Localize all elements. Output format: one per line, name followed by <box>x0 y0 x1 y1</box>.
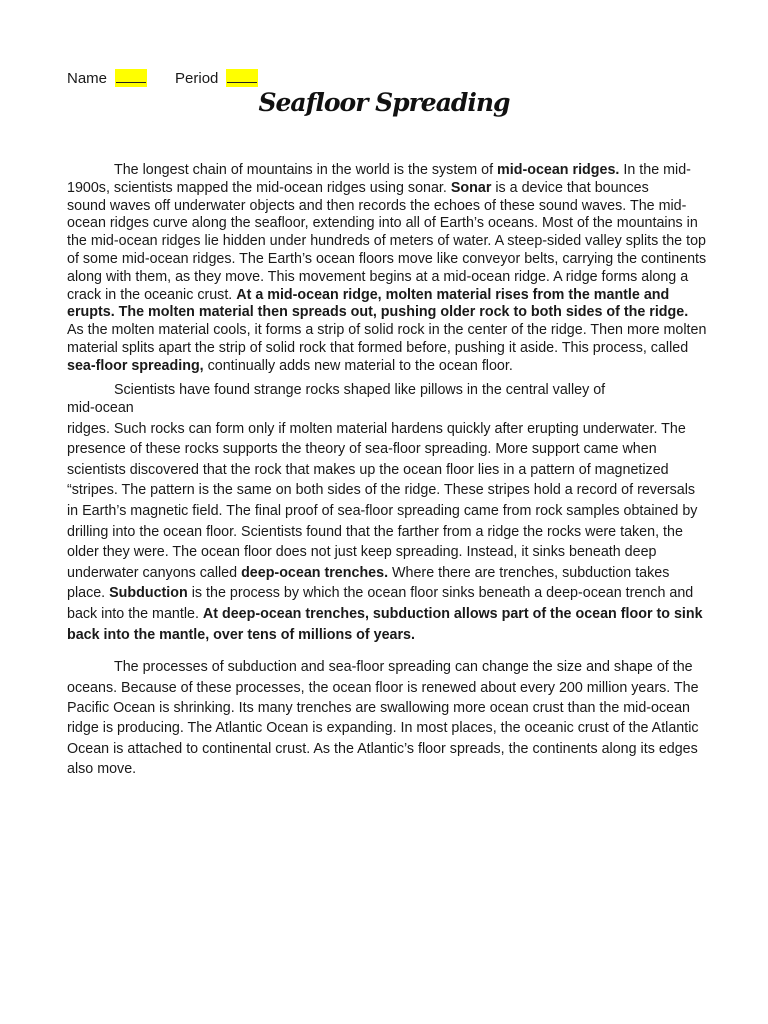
article-body <box>67 162 707 780</box>
period-blank-field[interactable] <box>226 69 258 87</box>
paragraph-2 <box>67 419 707 646</box>
name-label: Name <box>67 69 108 87</box>
p1-text-5: continually adds new material to the ocean floor. <box>203 357 513 374</box>
p1-bold-1: mid-ocean ridges. <box>497 162 620 178</box>
p2-text-3: Where there are trenches, subduction takes place. <box>67 564 670 602</box>
period-label: Period <box>175 69 219 87</box>
p2-text-1b: mid-ocean <box>67 399 134 416</box>
p2-text-2: ridges. Such rocks can form only if molten material hardens quickly after erupting underwater. The presence of these rocks supports the theory of sea-floor spreading. More support came when scientists discovered that the rock that makes up the ocean floor lies in a pattern of magnetized “stripes. The pattern is the same on both sides of the ridge. These stripes hold a record of reversals in Earth’s magnetic field. The final proof of sea-floor spreading came from rock samples obtained by drilling into the ocean floor. Scientists found that the farther from a ridge the rocks were taken, the older they were. The ocean floor does not just keep spreading. Instead, it sinks beneath deep underwater canyons called <box>67 420 698 581</box>
p2-bold-1: deep-ocean trenches. <box>241 564 389 581</box>
paragraph-3 <box>67 657 707 779</box>
p2-text-4: is the process by which the ocean floor sinks beneath a deep-ocean trench and back into the mantle. <box>67 585 694 622</box>
p1-bold-3: At a mid-ocean ridge, molten material rises from the mantle and erupts. The molten material then spreads out, pushing older rock to both sides of the ridge. <box>67 286 689 321</box>
name-blank-field[interactable] <box>115 69 147 87</box>
p1-text-3a: is a device that bounces <box>491 179 649 196</box>
p1-text-4: As the molten material cools, it forms a strip of solid rock in the center of the ridge. Then more molten material splits apart the strip of solid rock that formed before, pushing it aside. This process, called <box>67 322 707 356</box>
p1-text-2: In the mid-1900s, scientists mapped the mid-ocean ridges using sonar. <box>67 162 691 196</box>
p2-bold-3: At deep-ocean trenches, subduction allows part of the ocean floor to sink back into the mantle, over tens of millions of years. <box>67 605 703 643</box>
page-title: Seafloor Spreading <box>258 88 510 117</box>
p1-text-1: The longest chain of mountains in the world is the system of <box>114 162 498 178</box>
p2-text-1a: Scientists have found strange rocks shaped like pillows in the central valley of <box>114 381 606 398</box>
header-row <box>67 69 258 87</box>
p3-text: The processes of subduction and sea-floor spreading can change the size and shape of the oceans. Because of these processes, the ocean floor is renewed about every 200 million years. The Pacific Ocean is shrinking. Its many trenches are swallowing more ocean crust than the mid-ocean ridge is producing. The Atlantic Ocean is expanding. In most places, the oceanic crust of the Atlantic Ocean is attached to continental crust. As the Atlantic’s floor spreads, the continents along its edges also move. <box>67 659 699 778</box>
paragraph-2-start <box>67 381 707 417</box>
p2-bold-2: Subduction <box>109 585 188 602</box>
paragraph-1 <box>67 162 707 376</box>
p1-bold-4: sea-floor spreading, <box>67 357 204 374</box>
p1-bold-2: Sonar <box>450 179 492 196</box>
p1-text-3b: sound waves off underwater objects and then records the echoes of these sound waves. The mid-ocean ridges curve along the seafloor, extending into all of Earth’s oceans. Most of the mountains in the mid-ocean ridges lie hidden under hundreds of meters of water. A steep-sided valley splits the top of some mid-ocean ridges. The Earth’s ocean floors move like conveyor belts, carrying the continents along with them, as they move. This movement begins at a mid-ocean ridge. A ridge forms along a crack in the oceanic crust. <box>67 197 707 303</box>
